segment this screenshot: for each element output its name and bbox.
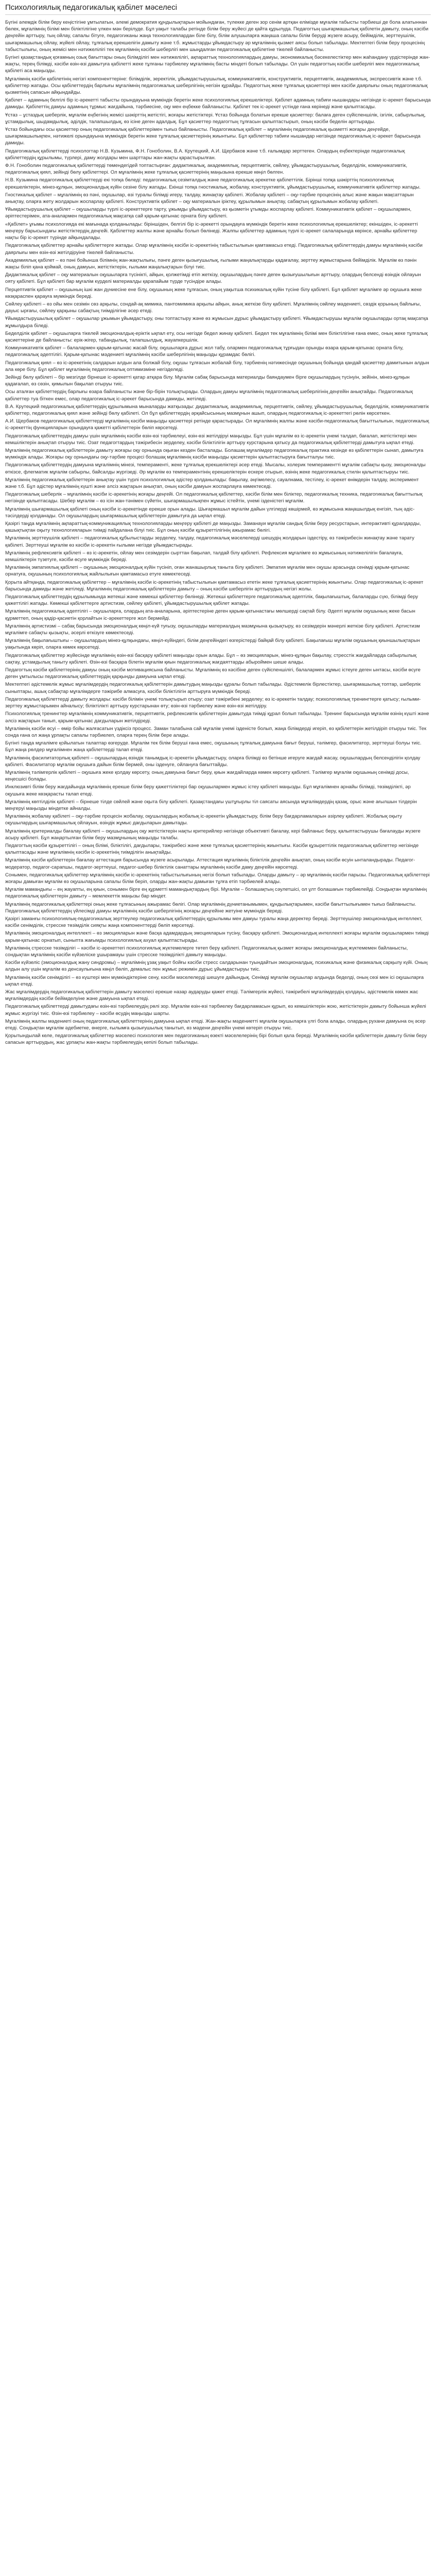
paragraph: Мұғалімнің жобалау қабілеті – оқу-тәрбие процесін жобалау, оқушылардың жобалық іс-әрекетін ұйымдастыру, білім беру бағдарламаларын әзірлеу қабілеті. Жобалық оқыту оқушылардың шығармашылық ойлауын, өзіндік жұмыс дағдыларын дамытады. <box>5 814 403 826</box>
paragraph: Мұғалімнің педагогикалық әдептілігі – оқушыларға, олардың ата-аналарына, әріптестеріне деген қарым-қатынастағы мөлшерді сақтай білу. Әдепті мұғалім оқушының жеке басын құрметтеп, оның қадір-қасиетін қорлайтын іс-әрекеттерге жол бермейді. <box>5 608 415 621</box>
paragraph: Беделділік қабілет – оқушыларға тікелей эмоционалдық-еріктік ықпал ету, осы негізде бедел жинау қабілеті. Бедел тек мұғалімнің білімі мен біліктілігіне ғана емес, оның жеке тұлғалық қасиеттеріне де байланысты: ерік-жігер, табандылық, талапшылдық, жауапкершілік. <box>5 330 428 343</box>
paragraph: Қорыта айтқанда, педагогикалық қабілеттер – мұғалімнің кәсіби іс-әрекетінің табыстылығын қамтамасыз ететін жеке тұлғалық қасиеттерінің жиынтығы. Олар педагогикалық іс-әрекет барысында дамиды және жетіледі. Мұғалімнің педагогикалық қабілеттерін дамыту – оның кәсіби шеберлігін арттырудың негізгі жолы. <box>5 579 424 592</box>
paragraph: Мұғалім мамандығы – ең жауапты, ең қиын, сонымен бірге ең құрметті мамандықтардың бірі. Мұғалім – болашақтың сәулетшісі, ол ұлт болашағын тәрбиелейді. Сондықтан мұғалімнің педагогикалық қабілеттерін дамыту – мемлекеттік маңызы бар міндет. <box>5 887 427 900</box>
document-body <box>5 19 431 1046</box>
paragraph: Мұғалімнің бақылағыштығы – оқушылардың мінез-құлқындағы, көңіл-күйіндегі, білім деңгейіндегі өзгерістерді байқай білу қабілеті. Бақылағыш мұғалім оқушының қиыншылықтарын уақытында көріп, оларға көмек көрсетеді. <box>5 638 420 651</box>
paragraph: Педагогикалық қабілеттер арнайы қабілеттерге жатады. Олар мұғалімнің кәсіби іс-әрекетінің табыстылығын қамтамасыз етеді. Педагогикалық қабілеттердің дамуы мұғалімнің кәсіби даярлығы мен өзін-өзі жетілдіруіне тікелей байланысты. <box>5 243 423 256</box>
paragraph: Қорытындылай келе, педагогикалық қабілеттер мәселесі психология мен педагогиканың өзекті мәселелерінің бірі болып қала береді. Мұғалімнің кәсіби қабілеттерін дамыту білім беру сапасын арттырудың, жас ұрпақты жан-жақты тәрбиелеудің кепілі болып табылады. <box>5 1033 427 1046</box>
paragraph: Педагогикалық қабілеттерді дамытудағы өзін-өзі тәрбиелеудің рөлі зор. Мұғалім өзін-өзі тәрбиелеу бағдарламасын құрып, өз кемшіліктерін жою, жетістіктерін дамыту бойынша жүйелі жұмыс жүргізуі тиіс. Өзін-өзі тәрбиелеу – кәсіби өсудің маңызды шарты. <box>5 1004 426 1016</box>
paragraph: Мұғалімнің кәсіби қабілетінің негізгі компоненттеріне: білімділік, зеректілік, ұйымдастырушылық, коммуникативтік, конструктивтік, перцептивтік, академиялық, экспрессивтік және т.б. қабілеттер жатады. Осы қабілеттердің барлығы мұғалімнің педагогикалық шеберлігінің негізін құрайды. Педагогтың жеке тұлғалық қасиеттері мен кәсіби даярлығы оның педагогикалық қызметінің сапасын айқындайды. <box>5 76 428 96</box>
paragraph: Қазіргі заманғы психологиялық-педагогикалық зерттеулер педагогикалық қабілеттердің құрылымы мен дамуы туралы жаңа деректер береді. Зерттеушілер эмоционалдық интеллект, кәсіби сенімділік, стресске төзімділік сияқты жаңа компоненттерді бөліп көрсетеді. <box>5 916 423 929</box>
paragraph: Психологиялық тренингтер мұғалімнің коммуникативтік, перцептивтік, рефлексивтік қабілеттерін дамытуда тиімді құрал болып табылады. Тренинг барысында мұғалім өзінің күшті және әлсіз жақтарын танып, қарым-қатынас дағдыларын жетілдіреді. <box>5 711 429 724</box>
paragraph: А.И. Щербаков педагогикалық қабілеттерді мұғалімнің кәсіби маңызды қасиеттері ретінде қарастырады. Ол мұғалімнің жалпы және кәсіби-педагогикалық бағыттылығын, педагогикалық іс-әрекеттің функцияларын орындауға қажетті қабілеттерін бөліп көрсетеді. <box>5 418 429 431</box>
paragraph: Жас мұғалімдердің педагогикалық қабілеттерін дамыту мәселесі ерекше назар аударуды қажет етеді. Тәлімгерлік жүйесі, тәжірибелі мұғалімдердің қолдауы, әдістемелік көмек жас мұғалімдердің кәсіби бейімделуіне және дамуына ықпал етеді. <box>5 989 418 1002</box>
document-title <box>5 3 431 15</box>
paragraph: «Қабілет» ұғымы психологияда екі мағынада қолданылады: біріншіден, белгілі бір іс-әрекетті орындауға мүмкіндік беретін жеке психологиялық ерекшеліктер; екіншіден, іс-әрекетті меңгеру барысындағы жетістіктердің деңгейі. Қабілеттер жалпы және арнайы болып бөлінеді. Жалпы қабілеттер адамның түрлі іс-әрекет салаларында көрінсе, арнайы қабілеттер нақты бір іс-әрекет түрінде айқындалады. <box>5 221 418 241</box>
paragraph: Қазіргі таңда мұғалімнің ақпараттық-коммуникациялық технологияларды меңгеру қабілеті де маңызды. Заманауи мұғалім сандық білім беру ресурстарын, интерактивті құралдарды, қашықтықтан оқыту технологияларын тиімді пайдалана білуі тиіс. Бұл оның кәсіби құзыреттілігінің ажырамас бөлігі. <box>5 521 421 534</box>
paragraph: Педагогтың кәсіби қабілеттерінің дамуы оның кәсіби мотивациясына байланысты. Мұғалімнің өз кәсібіне деген сүйіспеншілігі, балалармен жұмыс істеуге деген ынтасы, кәсіби өсуге деген ұмтылысы педагогикалық қабілеттердің қарқынды дамуына ықпал етеді. <box>5 667 421 680</box>
paragraph: Мұғалімнің зерттеушілік қабілеті – педагогикалық құбылыстарды зерделеу, талдау, педагогикалық мәселелерді шешудің жолдарын іздестіру, өз тәжірибесін жинақтау және тарату қабілеті. Зерттеуші мұғалім өз кәсіби іс-әрекетін ғылыми негізде ұйымдастырады. <box>5 535 414 548</box>
paragraph: Ұстаз – ұстаздық шеберлік, мұғалім еңбегінің жемісі шәкірттің жетістігі, жоғары жетістіктері. Ұстаз бойында болатын ерекше қасиеттер: балаға деген сүйіспеншілік, ізгілік, сабырлылық, ұстамдылық, шыдамдылық, әділдік, талапшылдық, өз ісіне деген адалдық. Бұл қасиеттер педагогтың тұлғасын қалыптастырып, оның кәсіби беделін арттырады. <box>5 112 426 125</box>
paragraph: Н.В. Кузьмина педагогикалық қабілеттерді екі топқа бөледі: педагогикалық сезімталдық және педагогикалық әрекетке қабілеттілік. Бірінші топқа шәкірттің психологиялық ерекшеліктерін, мінез-құлқын, эмоционалдық күйін сезіне білу жатады. Екінші топқа гностикалық, жобалау, конструктивтік, ұйымдастырушылық, коммуникативтік қабілеттер жатады. <box>5 177 421 190</box>
paragraph: Мұғалімнің рефлексивтік қабілеті – өз іс-әрекетін, ойлау мен сезімдерін сырттан бақылап, талдай білу қабілеті. Рефлексия мұғалімге өз жұмысының нәтижелілігін бағалауға, кемшіліктерін түзетуге, кәсіби өсуге мүмкіндік береді. <box>5 550 403 563</box>
paragraph: Мұғалімнің көптілділік қабілеті – бірнеше тілде сөйлей және оқыта білу қабілеті. Қазақстандағы үштұғырлы тіл саясаты аясында мұғалімдердің қазақ, орыс және ағылшын тілдерін меңгеруі маңызды міндетке айналды. <box>5 799 417 811</box>
paragraph: Мұғалімнің жалпы мәдениеті оның педагогикалық қабілеттерінің дамуына ықпал етеді. Жан-жақты мәдениетті мұғалім оқушыларға үлгі бола алады, олардың рухани дамуына оң әсер етеді. Сондықтан мұғалім әдебиетке, өнерге, ғылымға қызығушылық танытып, өз мәдени деңгейін үнемі көтеріп отыруы тиіс. <box>5 1018 426 1031</box>
paragraph: Сөйлеу қабілеті – өз ойы мен сезімін сөз арқылы, сондай-ақ мимика, пантомимика арқылы айқын, анық жеткізе білу қабілеті. Мұғалімнің сөйлеу мәдениеті, сөздік қорының байлығы, дауыс ырғағы, сөйлеу қарқыны сабақтың тиімділігіне әсер етеді. <box>5 301 421 314</box>
paragraph: Мұғалімнің эмоционалдық интеллекті – өз эмоцияларын және басқа адамдардың эмоцияларын түсіну, басқару қабілеті. Эмоционалдық интеллекті жоғары мұғалім оқушылармен тиімді қарым-қатынас орнатып, сыныпта жағымды психологиялық ахуал қалыптастырады. <box>5 930 429 943</box>
paragraph: Мұғалімнің кәсіби сенімділігі – өз күштері мен мүмкіндіктеріне сену, кәсіби мәселелерді шешуге дайындық. Сенімді мұғалім оқушылар алдында беделді, оның сөзі мен ісі оқушыларға ықпал етеді. <box>5 974 424 987</box>
document-page <box>0 0 436 1058</box>
paragraph: Ұстаз бойындағы осы қасиеттер оның педагогикалық қабілеттерімен тығыз байланысты. Педагогикалық қабілет – мұғалімнің педагогикалық қызметті жоғары деңгейде, шығармашылықпен, нәтижелі орындауына мүмкіндік беретін жеке тұлғалық қасиеттерінің жиынтығы. Бұл қабілеттер табиғи нышандар негізінде педагогикалық іс-әрекет барысында дамиды. <box>5 127 421 146</box>
paragraph: Мұғалімнің критериалды бағалау қабілеті – оқушылардың оқу жетістіктерін нақты критерийлер негізінде объективті бағалау, кері байланыс беру, қалыптастырушы бағалауды жүзеге асыру қабілеті. Бұл жаңартылған білім беру мазмұнының маңызды талабы. <box>5 828 421 841</box>
paragraph: Педагогикалық қабілеттер жүйесінде мұғалімнің өзін-өзі басқару қабілеті маңызды орын алады. Бұл – өз эмоцияларын, мінез-құлқын бақылау, стресстік жағдайларда сабырлылық сақтау, ұстамдылық таныту қабілеті. Өзін-өзі басқара білетін мұғалім қиын педагогикалық жағдаяттарды абыроймен шеше алады. <box>5 652 416 665</box>
paragraph: Гностикалық қабілет – мұғалімнің өз пәні, оқушылар, өзі туралы білімді игеру, талдау, жинақтау қабілеті. Жобалау қабілеті – оқу-тәрбие процесінің алыс және жақын мақсаттарын анықтау, оларға жету жолдарын жоспарлау қабілеті. Конструктивтік қабілет – оқу материалын іріктеу, құрылымын анықтау, сабақтың құрылымын жобалау қабілеті. <box>5 192 414 205</box>
paragraph: Мұғалімнің эмпатиялық қабілеті – оқушының эмоционалдық күйін түсініп, оған жанашырлық таныта білу қабілеті. Эмпатия мұғалім мен оқушы арасында сенімді қарым-қатынас орнатуға, оқушының психологиялық жайлылығын қамтамасыз етуге көмектеседі. <box>5 565 410 578</box>
paragraph: Перцептивтік қабілет – оқушының ішкі жан дүниесіне ене білу, оқушының жеке тұлғасын, оның уақытша психикалық күйін түсіне білу қабілеті. Бұл қабілет мұғалімге әр оқушыға жеке көзқараспен қарауға мүмкіндік береді. <box>5 286 422 299</box>
paragraph: Мұғалімнің стресске төзімділігі – кәсіби іс-әрекеттегі психологиялық жүктемелерге төтеп беру қабілеті. Педагогикалық қызмет жоғары эмоционалдық жүктемемен байланысты, сондықтан мұғалімнің кәсіби күйзеліске ұшырамауы үшін стресске төзімділікті дамыту маңызды. <box>5 945 408 958</box>
paragraph: Педагогикалық қабілеттердің құрылымында жетекші және көмекші қабілеттер бөлінеді. Жетекші қабілеттерге педагогикалық әдептілік, бақылағыштық, балаларды сүю, білімді беру қажеттілігі жатады. Көмекші қабілеттерге артистизм, сөйлеу қабілеті, ұйымдастырушылық қабілет жатады. <box>5 594 418 607</box>
paragraph: Педагогикалық қабілеттердің дамуына мұғалімнің мінезі, темпераменті, жеке тұлғалық ерекшеліктері әсер етеді. Мысалы, холерик темпераментті мұғалім сабақты қызу, эмоционалды өткізсе, флегматик мұғалім сабырлы, байсалды жүргізеді. Әр мұғалім өз темпераментінің ерекшеліктерін ескере отырып, өзінің жеке педагогикалық стилін қалыптастыруы тиіс. <box>5 462 426 475</box>
document-title-text: Психологиялық педагогикалық қабілет мәселесі <box>5 3 177 12</box>
paragraph: Кәсіби күйзеліс (эмоционалдық жану синдромы) – мұғалімнің ұзақ уақыт бойғы кәсіби стресс салдарынан туындайтын эмоционалдық, психикалық және физикалық сарқылу күйі. Оның алдын алу үшін мұғалім өз денсаулығына көңіл бөліп, демалыс пен жұмыс режимін дұрыс ұйымдастыруы тиіс. <box>5 960 428 973</box>
paragraph: Мұғалімнің педагогикалық қабілеттерін дамыту жоғары оқу орнында оқыған кезден басталады. Болашақ мұғалімдер педагогикалық практика кезінде өз қабілеттерін сынап, дамытуға мүмкіндік алады. Жоғары оқу орнындағы оқу-тәрбие процесі болашақ мұғалімнің кәсіби маңызды қасиеттерін қалыптастыруға бағытталуы тиіс. <box>5 447 424 461</box>
paragraph: Зейінді бөлу қабілеті – бір мезгілде бірнеше іс-әрекетті қатар атқара білу. Мұғалім сабақ барысында материалды баяндаумен бірге оқушылардың түсінуін, зейінін, мінез-құлқын қадағалап, өз сөзін, қимылын бақылап отыруы тиіс. <box>5 374 410 387</box>
paragraph: Ф.Н. Гоноболин педагогикалық қабілеттерді төмендегідей топтастырған: дидактикалық, академиялық, перцептивтік, сөйлеу, ұйымдастырушылық, беделділік, коммуникативтік, педагогикалық қиял, зейінді бөлу қабілеттері. Ол мұғалімнің жеке тұлғалық қасиеттерінің маңызына ерекше көңіл бөлген. <box>5 163 408 176</box>
paragraph: Мұғалімнің артистизмі – сабақ барысында эмоционалдық көңіл-күй туғызу, оқушыларды материалдың мазмұнына қызықтыру, өз сезімдерін мәнерлі жеткізе білу қабілеті. Артистизм мұғалімге сабақты қызықты, әсерлі өткізуге көмектеседі. <box>5 623 420 636</box>
paragraph: Сонымен, педагогикалық қабілеттер мұғалімнің кәсіби іс-әрекетінің табыстылығының негізі болып табылады. Оларды дамыту – әр мұғалімнің кәсіби парызы. Педагогикалық қабілеттері жоғары дамыған мұғалім өз оқушыларына сапалы білім беріп, оларды жан-жақты дамыған тұлға етіп тәрбиелей алады. <box>5 872 430 885</box>
paragraph: Бүгінгі таңда мұғалімге қойылатын талаптар өзгеруде. Мұғалім тек білім беруші ғана емес, оқушының тұлғалық дамуына бағыт беруші, тәлімгер, фасилитатор, зерттеуші болуы тиіс. Бұл жаңа рөлдер мұғалімнен жаңа қабілеттерді талап етеді. <box>5 740 422 753</box>
paragraph: Мұғалімнің кәсіби өсуі – өмір бойы жалғасатын үздіксіз процесс. Заман талабына сай мұғалім үнемі ізденісте болып, жаңа білімдерді игеріп, өз қабілеттерін жетілдіріп отыруы тиіс. Тек сонда ғана ол жаңа ұрпақты сапалы тәрбиелеп, оларға терең білім бере алады. <box>5 725 427 738</box>
paragraph: Инклюзивті білім беру жағдайында мұғалімнің ерекше білім беру қажеттіліктері бар оқушылармен жұмыс істеу қабілеті маңызды. Бұл мұғалімнен арнайы білімді, төзімділікті, әр оқушыға жеке көзқарасты талап етеді. <box>5 784 411 797</box>
paragraph: Педагогикалық қабілеттерді дамыту жолдары: кәсіби білімін үнемі толықтырып отыру; озат тәжірибені зерделеу; өз іс-әрекетін талдау; психологиялық тренингтерге қатысу; ғылыми-зерттеу жұмыстарымен айналысу; біліктілікті арттыру курстарынан өту; өзін-өзі тәрбиелеу және өзін-өзі жетілдіру. <box>5 696 421 709</box>
paragraph: Мұғалімнің педагогикалық қабілеттерін анықтау үшін түрлі психологиялық әдістер қолданылады: бақылау, әңгімелесу, сауалнама, тестілеу, іс-әрекет өнімдерін талдау, эксперимент және т.б. Бұл әдістер мұғалімнің күшті және әлсіз жақтарын анықтап, оның кәсіби дамуын жоспарлауға көмектеседі. <box>5 477 419 489</box>
paragraph: Дидактикалық қабілет – оқу материалын оқушыларға түсінікті, айқын, қолжетімді етіп жеткізу, оқушылардың пәнге деген қызығушылығын арттыру, олардың белсенді өзіндік ойлауын ояту қабілеті. Бұл қабілеті бар мұғалім күрделі материалды қарапайым түрде түсіндіре алады. <box>5 272 421 285</box>
paragraph: Ұйымдастырушылық қабілет – оқушыларды түрлі іс-әрекеттерге тарту, ұжымды ұйымдастыру, өз қызметін ұтымды жоспарлау қабілеті. Коммуникативтік қабілет – оқушылармен, әріптестерімен, ата-аналармен педагогикалық мақсатқа сай қарым-қатынас орната білу қабілеті. <box>5 207 412 219</box>
paragraph: Ұйымдастырушылық қабілет – оқушылар ұжымын ұйымдастыру, оны топтастыру және өз жұмысын дұрыс ұйымдастыру қабілеті. Ұйымдастырушы мұғалім оқушыларды ортақ мақсатқа жұмылдыра біледі. <box>5 316 428 329</box>
paragraph: Педагогтың кәсіби құзыреттілігі – оның білімі, біліктілігі, дағдылары, тәжірибесі және жеке тұлғалық қасиеттерінің жиынтығы. Кәсіби құзыреттілік педагогикалық қабілеттер негізінде қалыптасады және мұғалімнің кәсіби іс-әрекетінің тиімділігін анықтайды. <box>5 842 419 856</box>
paragraph: В.А. Крутецкий педагогикалық қабілеттердің құрылымына мыналарды жатқызады: дидактикалық, академиялық, перцептивтік, сөйлеу, ұйымдастырушылық, беделділік, коммуникативтік қабілеттер, педагогикалық қиял және зейінді бөлу қабілеті. Ол бұл қабілеттердің әрқайсысының мазмұнын ашып, олардың педагогикалық іс-әрекеттегі рөлін көрсеткен. <box>5 403 429 416</box>
paragraph: Бүгіні әлемдік білім беру кеңістігіне ұмтылатын, әлемі демократия құндылықтарын мойындаған, түлекке деген зор сенім артқан елімізде мұғалім табысты тәрбиеші де бола алатыннан бөлек, мұғалімнің білімі мен біліктілігіне үлкен мән берілуде. Бұл уақыт талабы ретінде білім беру жүйесі де қайта құрылуда. Педагогтың шығармашылық қабілетін дамыту, оның кәсіби деңгейін арттыру, тың ойлау, сапалы бітуге, педагогиканы жаңа технологиялардан біле білу, білім алушыларға жаңаша сапалы білім беруді жүзеге асыру, бейімділік, зерттеушілік, шығармашылық ойлау, жүйелі ойлау, тұлғалық ерекшелігін дамыту және т.б. жұмыстарды ұйымдастыру әр мұғалімнің қызмет аясы болып табылады. Мектептегі білім беру процесінің табыстылығы, оның жемісі мен нәтижелілігі тек мұғалімнің кәсіби шеберлігі мен шыңдалған педагогикалық қабілетіне тікелей байланысты. <box>5 20 429 53</box>
paragraph: Мектептегі әдістемелік жұмыс мұғалімдердің педагогикалық қабілеттерін дамытудың маңызды құралы болып табылады. Әдістемелік бірлестіктер, шығармашылық топтар, шеберлік сыныптары, ашық сабақтар мұғалімдерге тәжірибе алмасуға, кәсіби біліктілігін арттыруға мүмкіндік береді. <box>5 682 421 694</box>
paragraph: Академиялық қабілет – өз пәні бойынша білімнің жан-жақтылығы, пәнге деген қызығушылық, ғылыми жаңалықтарды қадағалау, зерттеу жұмыстарына бейімділік. Мұғалім өз пәнін жақсы біліп қана қоймай, оның дамуын, жетістіктерін, ғылыми жаңалықтарын білуі тиіс. <box>5 257 417 270</box>
paragraph: Осы аталған қабілеттердің барлығы өзара байланысты және бір-бірін толықтырады. Олардың дамуы мұғалімнің педагогикалық шеберлігінің деңгейін анықтайды. Педагогикалық қабілеттер туа біткен емес, олар педагогикалық іс-әрекет барысында дамиды, жетіледі. <box>5 389 413 402</box>
paragraph: Мұғалімнің шығармашылық қабілеті оның кәсіби іс-әрекетінде ерекше орын алады. Шығармашыл мұғалім дайын үлгілерді көшірмей, өз жұмысына жаңашылдық енгізіп, тың әдіс-тәсілдерді қолданады. Ол оқушылардың шығармашылық қабілеттерін дамытуға да ықпал етеді. <box>5 506 415 519</box>
paragraph: Қабілет – адамның белгілі бір іс-әрекетті табысты орындауына мүмкіндік беретін жеке психологиялық ерекшеліктері. Қабілет адамның табиғи нышандары негізінде іс-әрекет барысында дамиды. Қабілеттің дамуы адамның тұрмыс жағдайына, тәрбиесіне, оқу мен еңбекке байланысты. Қабілет тек іс-әрекет үстінде ғана көрінеді және қалыптасады. <box>5 97 431 110</box>
paragraph: Бүгінгі қазақстандық қоғамның озық бағыттары оның білімділігі мен нәтижелілігі, ақпараттық технологиялардың дамуы, экономикалық бәсекелестіктер мен жаһандану үрдістерінде жан-жақты, терең білімді, кәсіби өзін-өзі дамытуға қабілетті жеке тұлғаны тәрбиелеу мұғалімнің басты міндеті болып табылады. Ол үшін педагогтың кәсіби шеберлігі мен педагогикалық қабілеті аса маңызды. <box>5 55 430 74</box>
paragraph: Мұғалімнің тәлімгерлік қабілеті – оқушыға жеке қолдау көрсету, оның дамуына бағыт беру, қиын жағдайларда көмек көрсету қабілеті. Тәлімгер мұғалім оқушының сенімді досы, кеңесшісі болады. <box>5 769 409 783</box>
paragraph: Педагогикалық қабілеттердің дамуы үшін мұғалімнің кәсіби өзін-өзі тәрбиелеуі, өзін-өзі жетілдіруі маңызды. Бұл үшін мұғалім өз іс-әрекетін үнемі талдап, бағалап, жетістіктері мен кемшіліктерін анықтап отыруы тиіс. Озат педагогтардың тәжірибесін зерделеу, кәсіби біліктілігін арттыру курстарына қатысу да педагогикалық қабілеттерді дамытуға ықпал етеді. <box>5 433 417 446</box>
paragraph: Мұғалімнің фасилитаторлық қабілеті – оқушылардың өзіндік танымдық іс-әрекетін ұйымдастыру, оларға білімді өз бетінше игеруге жағдай жасау, оқушылардың белсенділігін қолдау қабілеті. Фасилитатор мұғалім оқушыға дайын білім бермей, оны ізденуге, ойлануға бағыттайды. <box>5 755 421 768</box>
paragraph: Коммуникативтік қабілет – балалармен қарым-қатынас жасай білу, оқушыларға дұрыс жол табу, олармен педагогикалық тұрғыдан орынды өзара қарым-қатынас орната білу, педагогикалық әдептілігі. Қарым-қатынас мәдениеті мұғалімнің кәсіби шеберлігінің маңызды құрамдас бөлігі. <box>5 345 404 358</box>
paragraph: Педагогикалық қиял – өз іс-әрекетінің салдарын алдын ала болжай білу, оқушы тұлғасын жобалай білу, тәрбиенің нәтижесінде оқушының бойында қандай қасиеттер дамитынын алдын ала көре білу. Бұл қабілет мұғалімнің педагогикалық оптимизміне негізделеді. <box>5 360 429 372</box>
paragraph: Педагогикалық шеберлік – мұғалімнің кәсіби іс-әрекетінің жоғары деңгейі. Ол педагогикалық қабілеттер, кәсіби білім мен біліктер, педагогикалық техника, педагогикалық бағыттылық негізінде қалыптасады. Шебер мұғалім – өз ісін жан-тәнімен сүйетін, шығармашылықпен жұмыс істейтін, үнемі ізденістегі мұғалім. <box>5 492 423 504</box>
paragraph: Мұғалімнің педагогикалық қабілеттері оның жеке тұлғасының ажырамас бөлігі. Олар мұғалімнің дүниетанымымен, құндылықтарымен, кәсіби бағыттылығымен тығыз байланысты. Педагогикалық қабілеттердің үйлесімді дамуы мұғалімнің кәсіби шеберлігінің жоғары деңгейіне жетуіне мүмкіндік береді. <box>5 901 416 914</box>
paragraph: Мұғалімнің кәсіби қабілеттерін бағалау аттестация барысында жүзеге асырылады. Аттестация мұғалімнің біліктілік деңгейін анықтап, оның кәсіби өсуін ынталандырады. Педагог-модератор, педагог-сарапшы, педагог-зерттеуші, педагог-шебер біліктілік санаттары мұғалімнің кәсіби даму деңгейін көрсетеді. <box>5 857 415 870</box>
paragraph: Педагогикалық қабілеттерді психологтар Н.В. Кузьмина, Ф.Н. Гоноболин, В.А. Крутецкий, А.И. Щербаков және т.б. ғалымдар зерттеген. Олардың еңбектерінде педагогикалық қабілеттердің құрылымы, түрлері, даму жолдары мен шарттары жан-жақты қарастырылған. <box>5 148 405 161</box>
